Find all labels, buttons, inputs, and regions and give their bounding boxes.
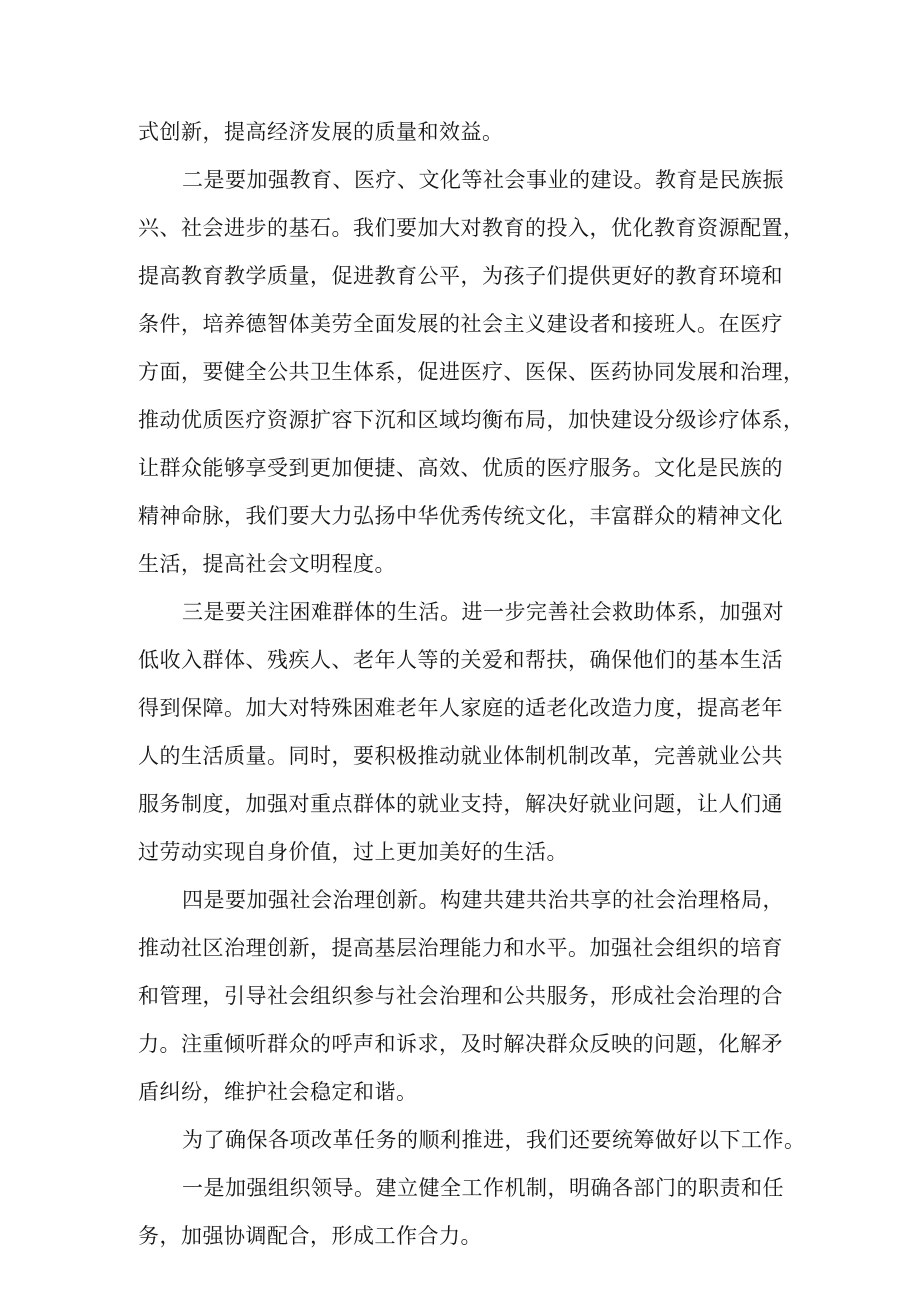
text-line: 生活，提高社会文明程度。 bbox=[138, 552, 396, 576]
text-line: 式创新，提高经济发展的质量和效益。 bbox=[138, 120, 504, 144]
text-line: 服务制度，加强对重点群体的就业支持，解决好就业问题，让人们通 bbox=[138, 792, 783, 816]
paragraph-first-task bbox=[138, 1164, 798, 1260]
text-line: 得到保障。加大对特殊困难老年人家庭的适老化改造力度，提高老年 bbox=[138, 696, 783, 720]
text-line: 务，加强协调配合，形成工作合力。 bbox=[138, 1224, 482, 1248]
document-body bbox=[138, 108, 806, 1260]
text-line: 精神命脉，我们要大力弘扬中华优秀传统文化，丰富群众的精神文化 bbox=[138, 504, 783, 528]
text-line: 人的生活质量。同时，要积极推动就业体制机制改革，完善就业公共 bbox=[138, 744, 783, 768]
text-line: 低收入群体、残疾人、老年人等的关爱和帮扶，确保他们的基本生活 bbox=[138, 648, 783, 672]
text-line: 二是要加强教育、医疗、文化等社会事业的建设。教育是民族振 bbox=[182, 168, 784, 192]
text-line: 力。注重倾听群众的呼声和诉求，及时解决群众反映的问题，化解矛 bbox=[138, 1032, 783, 1056]
text-line: 四是要加强社会治理创新。构建共建共治共享的社会治理格局， bbox=[182, 888, 784, 912]
text-line: 方面，要健全公共卫生体系，促进医疗、医保、医药协同发展和治理， bbox=[138, 360, 805, 384]
text-line: 让群众能够享受到更加便捷、高效、优质的医疗服务。文化是民族的 bbox=[138, 456, 783, 480]
paragraph-transition bbox=[138, 1116, 806, 1164]
text-line: 一是加强组织领导。建立健全工作机制，明确各部门的职责和任 bbox=[182, 1176, 784, 1200]
text-line: 兴、社会进步的基石。我们要加大对教育的投入，优化教育资源配置， bbox=[138, 216, 805, 240]
text-line: 和管理，引导社会组织参与社会治理和公共服务，形成社会治理的合 bbox=[138, 984, 783, 1008]
text-line: 为了确保各项改革任务的顺利推进，我们还要统筹做好以下工作。 bbox=[182, 1128, 806, 1152]
text-line: 推动社区治理创新，提高基层治理能力和水平。加强社会组织的培育 bbox=[138, 936, 783, 960]
paragraph-continuation bbox=[138, 108, 798, 156]
paragraph-fourth-point bbox=[138, 876, 798, 1116]
text-line: 盾纠纷，维护社会稳定和谐。 bbox=[138, 1080, 418, 1104]
text-line: 三是要关注困难群体的生活。进一步完善社会救助体系，加强对 bbox=[182, 600, 784, 624]
text-line: 推动优质医疗资源扩容下沉和区域均衡布局，加快建设分级诊疗体系， bbox=[138, 408, 805, 432]
text-line: 条件，培养德智体美劳全面发展的社会主义建设者和接班人。在医疗 bbox=[138, 312, 783, 336]
paragraph-second-point bbox=[138, 156, 805, 588]
text-line: 提高教育教学质量，促进教育公平，为孩子们提供更好的教育环境和 bbox=[138, 264, 783, 288]
paragraph-third-point bbox=[138, 588, 798, 876]
text-line: 过劳动实现自身价值，过上更加美好的生活。 bbox=[138, 840, 568, 864]
